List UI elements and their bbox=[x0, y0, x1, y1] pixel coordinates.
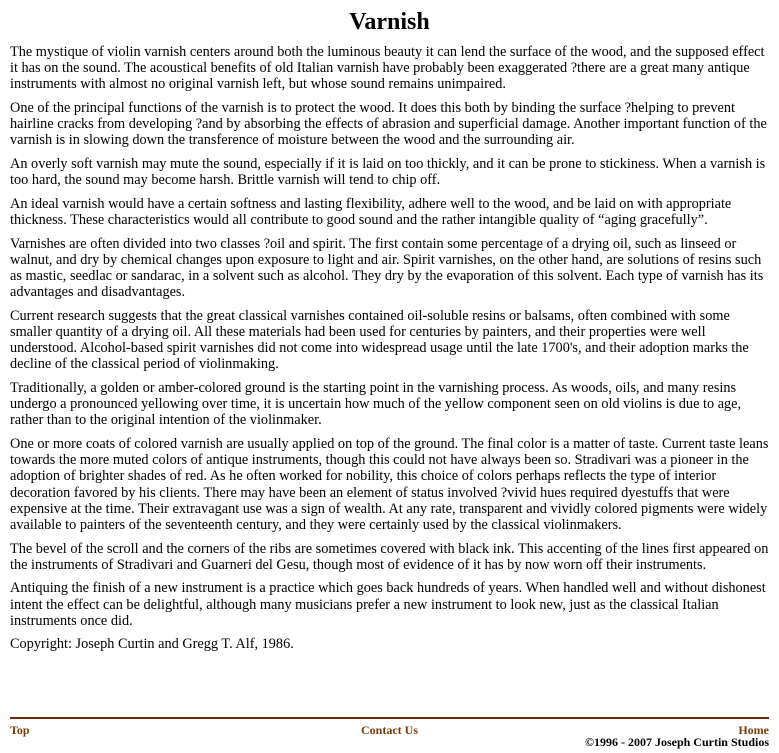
article bbox=[0, 6, 779, 653]
page-title: Varnish bbox=[349, 9, 430, 35]
footer-divider bbox=[10, 717, 769, 719]
contact-us-link[interactable]: Contact Us bbox=[361, 723, 418, 737]
paragraph-protection: One of the principal functions of the varnish is to protect the wood. It does this both by binding the surface ?helping to prevent hairline cracks from developing ?and by absorbing the effects of abrasion and superficial damage. Another important function of the varnish is in slowing down the transference of moisture between the wood and the surrounding air. bbox=[10, 100, 767, 149]
footer-copyright: ©1996 - 2007 Joseph Curtin Studios bbox=[585, 735, 769, 749]
paragraph-colored-varnish: One or more coats of colored varnish are usually applied on top of the ground. The final color is a matter of taste. Current taste leans towards the more muted colors of antique instruments, though this could not have always been so. Stradivari was a pioneer in the adoption of brighter shades of red. As he often worked for nobility, this choice of colors perhaps reflects the type of interior decoration favored by his clients. There may have been an element of status involved ?vivid hues required dyestuffs that were expensive at the time. Their extravagant use was a sign of wealth. At any rate, transparent and vividly colored pigments were widely available to painters of the seventeenth century, and they were certainly used by the classical violinmakers. bbox=[10, 436, 769, 534]
paragraph-bevel: The bevel of the scroll and the corners of the ribs are sometimes covered with black ink. This accenting of the lines first appeared on the instruments of Stradivari and Guarneri del Gesu, though most of evidence of it has by now worn off their instruments. bbox=[10, 540, 769, 573]
top-link[interactable]: Top bbox=[10, 723, 30, 737]
paragraph-ground: Traditionally, a golden or amber-colored ground is the starting point in the varnishing process. As woods, oils, and many resins undergo a pronounced yellowing over time, it is uncertain how much of the yellow component seen on old violins is due to age, rather than to the original intention of the violinmaker. bbox=[10, 380, 742, 429]
paragraph-classes: Varnishes are often divided into two classes ?oil and spirit. The first contain some percentage of a drying oil, such as linseed or walnut, and dry by chemical changes upon exposure to light and air. Spirit varnishes, on the other hand, are solutions of resins such as mastic, seedlac or sandarac, in a solvent such as alcohol. They dry by the evaporation of this solvent. Each type of varnish has its advantages and disadvantages. bbox=[10, 235, 764, 301]
paragraph-soft-hard: An overly soft varnish may mute the sound, especially if it is laid on too thickly, and it can be prone to stickiness. When a varnish is too hard, the sound may become harsh. Brittle varnish will tend to chip off. bbox=[10, 156, 766, 189]
paragraph-research: Current research suggests that the great classical varnishes contained oil-soluble resins or balsams, often combined with some smaller quantity of a drying oil. All these materials had been used for centuries by painters, and their properties were well understood. Alcohol-based spirit varnishes did not come into widespread usage until the late 1700's, and their adoption marks the decline of the classical period of violinmaking. bbox=[10, 307, 749, 373]
paragraph-copyright: Copyright: Joseph Curtin and Gregg T. Alf, 1986. bbox=[10, 636, 294, 653]
home-link[interactable]: Home bbox=[738, 723, 769, 737]
paragraph-antiquing: Antiquing the finish of a new instrument is a practice which goes back hundreds of years. When handled well and without dishonest intent the effect can be delightful, although many musicians prefer a new instrument to look new, just as the classical Italian instruments once did. bbox=[10, 580, 766, 629]
paragraph-mystique: The mystique of violin varnish centers around both the luminous beauty it can lend the surface of the wood, and the supposed effect it has on the sound. The acoustical benefits of old Italian varnish have probably been exaggerated ?there are a great many antique instruments with almost no original varnish left, but whose sound remains unimpaired. bbox=[10, 44, 765, 93]
paragraph-ideal: An ideal varnish would have a certain softness and lasting flexibility, adhere well to the wood, and be laid on with appropriate thickness. These characteristics would all contribute to good sound and the rather intangible quality of “aging gracefully”. bbox=[10, 195, 732, 228]
footer bbox=[10, 723, 769, 753]
